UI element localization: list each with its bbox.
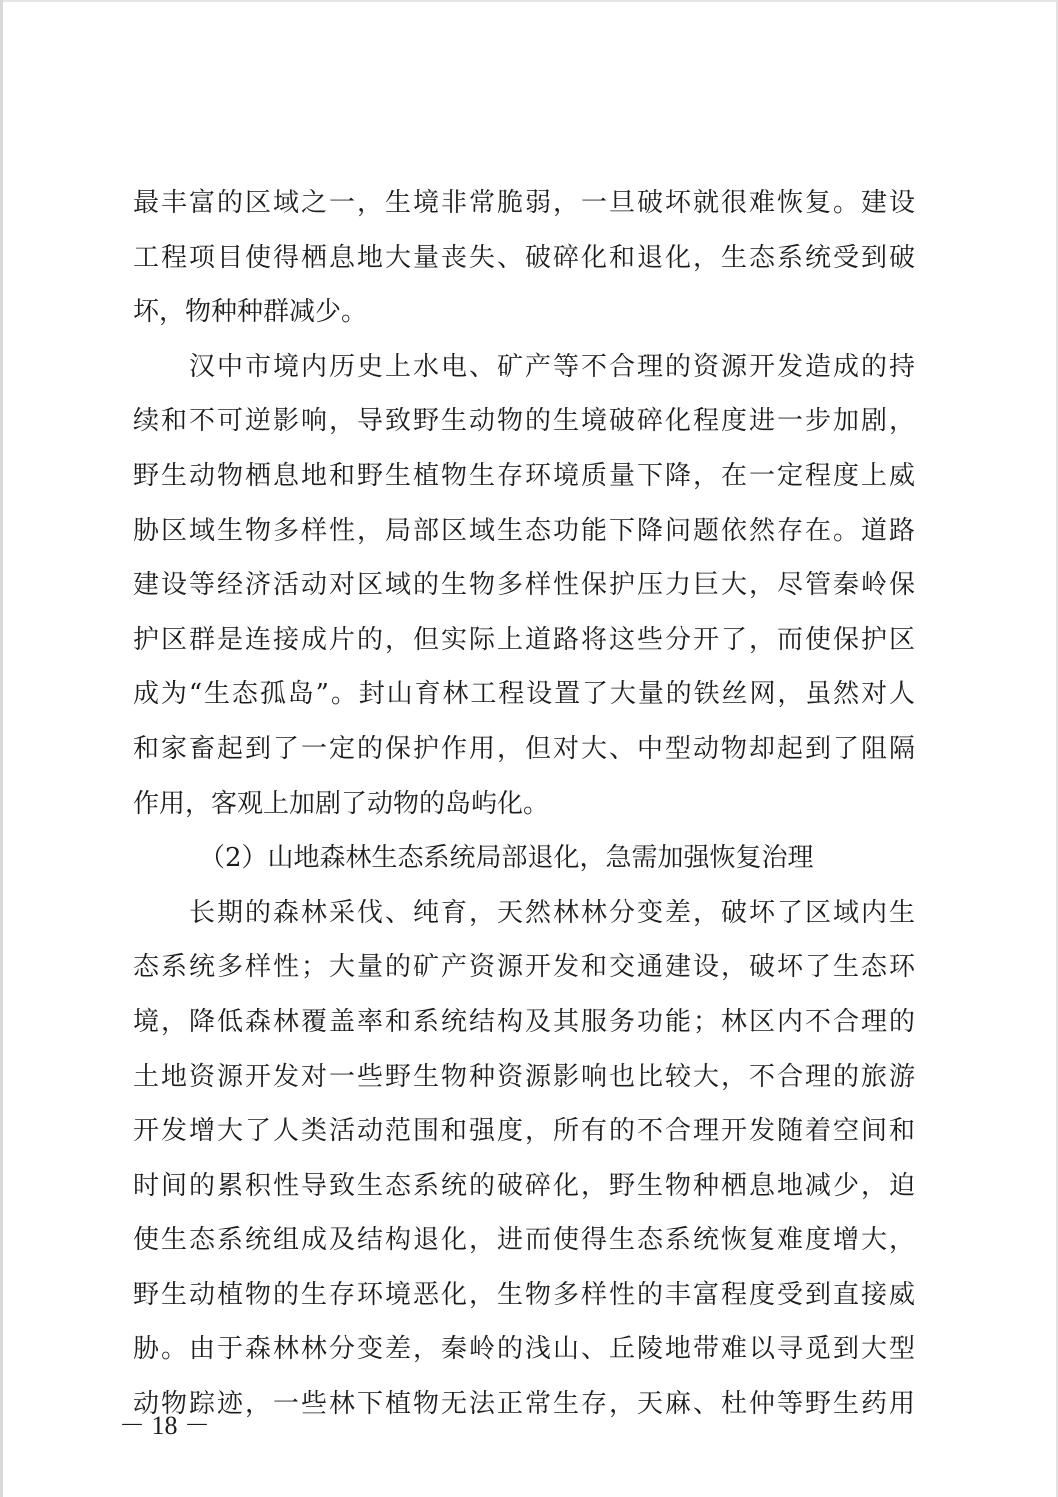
text-line: 续和不可逆影响，导致野生动物的生境破碎化程度进一步加剧， <box>133 406 915 437</box>
text-line: 成为“生态孤岛”。封山育林工程设置了大量的铁丝网，虽然对人 <box>133 679 915 710</box>
text-line: 最丰富的区域之一，生境非常脆弱，一旦破坏就很难恢复。建设 <box>133 188 915 218</box>
page-edge-left <box>0 0 3 1497</box>
text-line: 动物踪迹，一些林下植物无法正常生存，天麻、杜仲等野生药用 <box>133 1389 915 1420</box>
text-line: 坏，物种种群减少。 <box>133 297 368 328</box>
text-line: 土地资源开发对一些野生物种资源影响也比较大，不合理的旅游 <box>133 1061 915 1092</box>
text-line: 汉中市境内历史上水电、矿产等不合理的资源开发造成的持 <box>189 351 915 382</box>
text-line: 护区群是连接成片的，但实际上道路将这些分开了，而使保护区 <box>133 624 915 655</box>
text-line: 开发增大了人类活动范围和强度，所有的不合理开发随着空间和 <box>133 1116 915 1147</box>
text-line: 胁。由于森林林分变差，秦岭的浅山、丘陵地带难以寻觅到大型 <box>133 1334 915 1365</box>
text-line: 野生动植物的生存环境恶化，生物多样性的丰富程度受到直接威 <box>133 1279 915 1310</box>
section-heading: （2）山地森林生态系统局部退化，急需加强恢复治理 <box>199 843 814 874</box>
text-line: 境，降低森林覆盖率和系统结构及其服务功能；林区内不合理的 <box>133 1006 915 1037</box>
text-line: 建设等经济活动对区域的生物多样性保护压力巨大，尽管秦岭保 <box>133 570 915 601</box>
text-line: 使生态系统组成及结构退化，进而使得生态系统恢复难度增大， <box>133 1225 915 1256</box>
page-number: － 18 － <box>119 1411 211 1440</box>
page-edge-top <box>0 0 1058 2</box>
text-line: 和家畜起到了一定的保护作用，但对大、中型动物却起到了阻隔 <box>133 733 915 764</box>
text-line: 野生动物栖息地和野生植物生存环境质量下降，在一定程度上威 <box>133 460 915 491</box>
text-line: 时间的累积性导致生态系统的破碎化，野生物种栖息地减少，迫 <box>133 1170 915 1201</box>
text-line: 工程项目使得栖息地大量丧失、破碎化和退化，生态系统受到破 <box>133 242 915 273</box>
document-body <box>133 176 915 1432</box>
text-line: 胁区域生物多样性，局部区域生态功能下降问题依然存在。道路 <box>133 515 915 546</box>
text-line: 作用，客观上加剧了动物的岛屿化。 <box>133 788 550 819</box>
text-line: 长期的森林采伐、纯育，天然林林分变差，破坏了区域内生 <box>189 897 915 928</box>
text-line: 态系统多样性；大量的矿产资源开发和交通建设，破坏了生态环 <box>133 952 915 983</box>
